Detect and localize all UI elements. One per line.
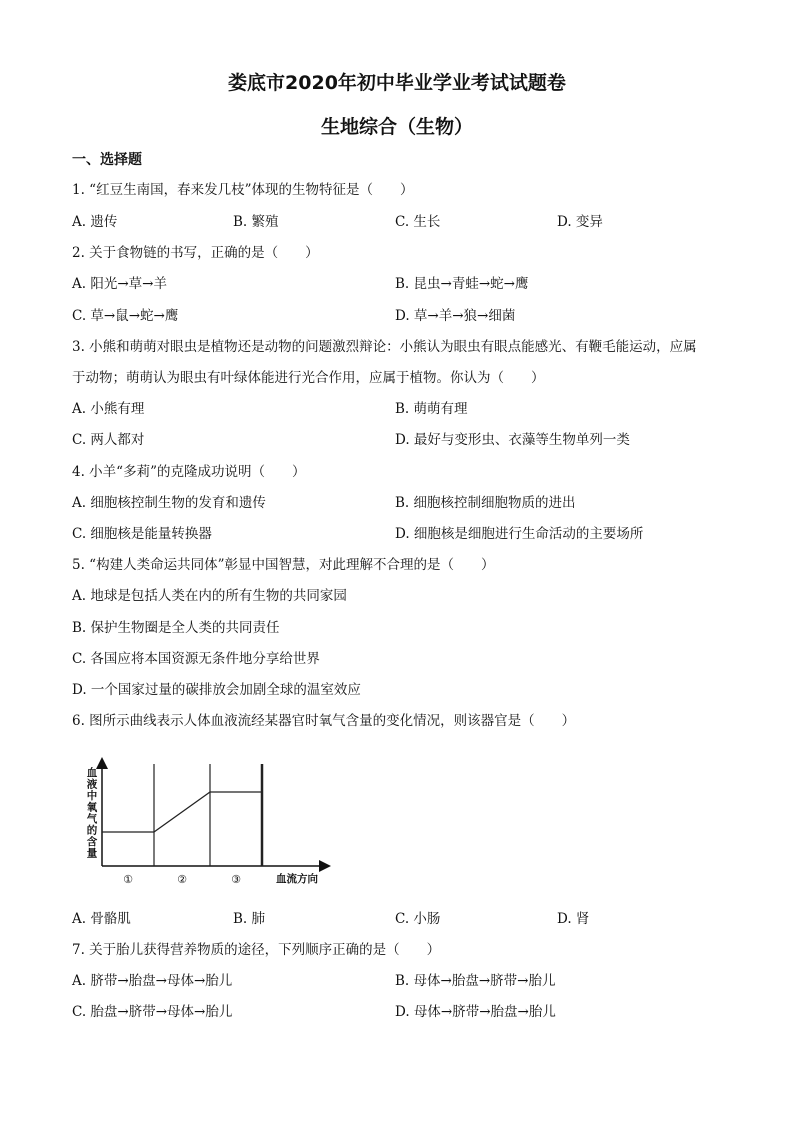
option-a: A. 小熊有理: [72, 401, 145, 417]
option-d: D. 细胞核是细胞进行生命活动的主要场所: [395, 526, 644, 542]
option-b: B. 母体→胎盘→脐带→胎儿: [395, 973, 556, 989]
option-d: D. 最好与变形虫、衣藻等生物单列一类: [395, 432, 630, 448]
option-c: C. 小肠: [395, 911, 441, 927]
page-title: 娄底市2020年初中毕业学业考试试题卷: [228, 72, 566, 94]
option-d: D. 肾: [557, 911, 590, 927]
option-d: D. 变异: [557, 214, 603, 230]
page-subtitle: 生地综合（生物）: [320, 116, 473, 138]
x-tick-label-3: ③: [231, 873, 241, 886]
option-d: D. 一个国家过量的碳排放会加剧全球的温室效应: [72, 682, 361, 698]
question-stem: 5. “构建人类命运共同体”彰显中国智慧，对此理解不合理的是（ ）: [72, 557, 495, 573]
option-b: B. 昆虫→青蛙→蛇→鹰: [395, 276, 529, 292]
oxygen-curve-chart: [80, 756, 340, 896]
question-stem: 1. “红豆生南国，春来发几枝”体现的生物特征是（ ）: [72, 182, 414, 198]
question-stem: 3. 小熊和萌萌对眼虫是植物还是动物的问题激烈辩论：小熊认为眼虫有眼点能感光、有鞭毛能运动，应属: [72, 339, 697, 355]
option-b: B. 肺: [233, 911, 266, 927]
question-stem: 6. 图所示曲线表示人体血液流经某器官时氧气含量的变化情况，则该器官是（ ）: [72, 713, 576, 729]
option-c: C. 各国应将本国资源无条件地分享给世界: [72, 651, 320, 667]
option-b: B. 保护生物圈是全人类的共同责任: [72, 620, 280, 636]
option-d: D. 草→羊→狼→细菌: [395, 308, 516, 324]
option-a: A. 阳光→草→羊: [72, 276, 167, 292]
option-a: A. 遗传: [72, 214, 118, 230]
option-a: A. 地球是包括人类在内的所有生物的共同家园: [72, 588, 347, 604]
option-c: C. 胎盘→脐带→母体→胎儿: [72, 1004, 233, 1020]
option-c: C. 两人都对: [72, 432, 145, 448]
option-c: C. 细胞核是能量转换器: [72, 526, 212, 542]
question-stem: 2. 关于食物链的书写，正确的是（ ）: [72, 245, 319, 261]
option-c: C. 生长: [395, 214, 441, 230]
option-d: D. 母体→脐带→胎盘→胎儿: [395, 1004, 556, 1020]
option-a: A. 细胞核控制生物的发育和遗传: [72, 495, 266, 511]
option-a: A. 脐带→胎盘→母体→胎儿: [72, 973, 233, 989]
option-c: C. 草→鼠→蛇→鹰: [72, 308, 179, 324]
question-stem-cont: 于动物；萌萌认为眼虫有叶绿体能进行光合作用，应属于植物。你认为（ ）: [72, 370, 545, 386]
x-axis-label: 血流方向: [276, 873, 318, 885]
y-axis-label: 血液中氧气的含量: [86, 767, 98, 860]
x-tick-label-1: ①: [123, 873, 133, 886]
question-stem: 7. 关于胎儿获得营养物质的途径，下列顺序正确的是（ ）: [72, 942, 441, 958]
question-stem: 4. 小羊“多莉”的克隆成功说明（ ）: [72, 464, 306, 480]
x-tick-label-2: ②: [177, 873, 187, 886]
option-a: A. 骨骼肌: [72, 911, 131, 927]
option-b: B. 细胞核控制细胞物质的进出: [395, 495, 576, 511]
option-b: B. 萌萌有理: [395, 401, 468, 417]
oxygen-curve: [102, 792, 262, 832]
option-b: B. 繁殖: [233, 214, 279, 230]
section-heading: 一、选择题: [72, 152, 142, 168]
